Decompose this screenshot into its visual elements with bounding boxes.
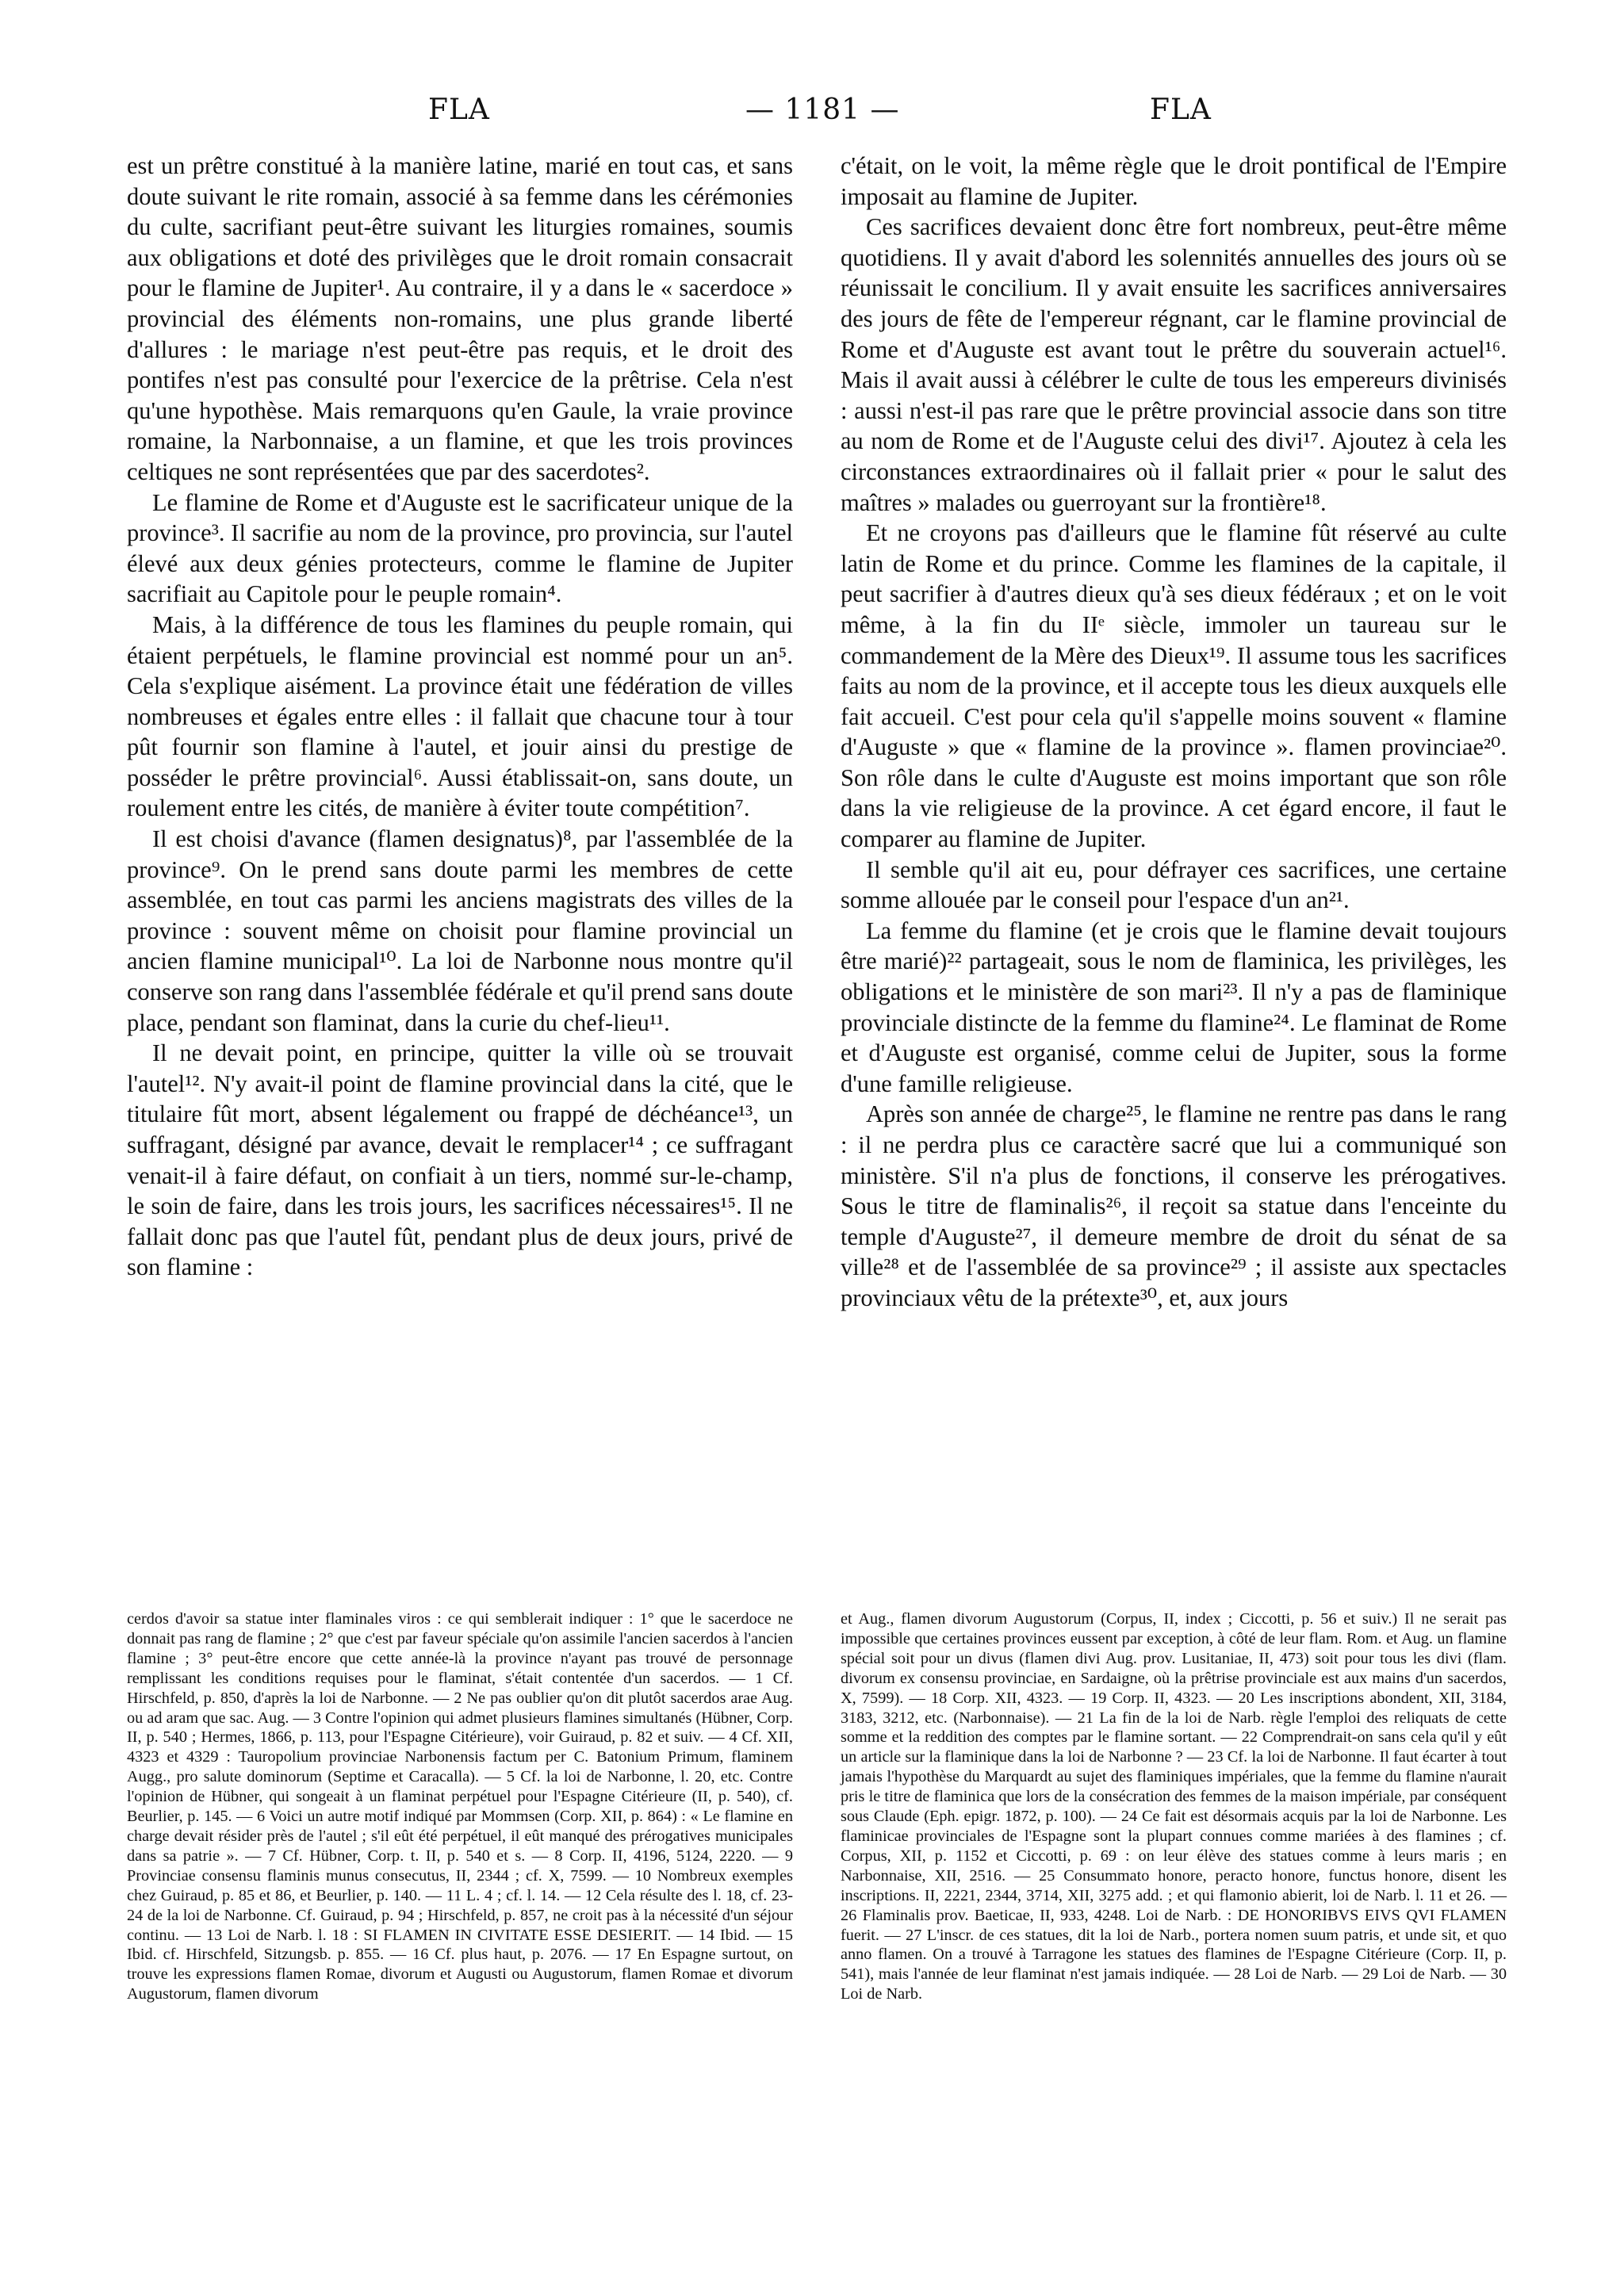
paragraph: Le flamine de Rome et d'Auguste est le sacrificateur unique de la province³. Il sacrifie au nom de la province, pro provincia, sur l'autel élevé aux deux génies protecteurs, comme le flamine de Jupiter sacrifiait au Capitole pour le peuple romain⁴.	[127, 488, 793, 608]
paragraph: Il ne devait point, en principe, quitter la ville où se trouvait l'autel¹². N'y avait-il point de flamine provincial dans la cité, que le titulaire fût mort, absent légalement ou frappé de déchéance¹³, un suffragant, désigné par avance, devait le remplacer¹⁴ ; ce suffragant venait-il à faire défaut, on confiait à un tiers, nommé sur-le-champ, le soin de faire, dans les trois jours, les sacrifices nécessaires¹⁵. Il ne fallait donc pas que l'autel fût, pendant plus de deux jours, privé de son flamine :	[127, 1039, 793, 1281]
paragraph: Et ne croyons pas d'ailleurs que le flamine fût réservé au culte latin de Rome et du prince. Comme les flamines de la capitale, il peut sacrifier à d'autres dieux qu'à ses dieux fédéraux ; et on le voit même, à la fin du IIᵉ siècle, immoler un taureau sur le commandement de la Mère des Dieux¹⁹. Il assume tous les sacrifices faits au nom de la province, et il accepte tous les dieux auxquels elle fait accueil. C'est pour cela qu'il s'appelle moins souvent « flamine d'Auguste » que « flamine de la province ». flamen provinciae²⁰. Son rôle dans le culte d'Auguste est moins important que son rôle dans la vie religieuse de la province. A cet égard encore, il faut le comparer au flamine de Jupiter.	[841, 519, 1507, 853]
header-right-word: FLA	[1150, 94, 1212, 126]
right-text-column	[841, 151, 1507, 1314]
running-header	[0, 94, 1624, 141]
footnote-block: cerdos d'avoir sa statue inter flaminales viros : ce qui semblerait indiquer : 1° que le sacerdoce ne donnait pas rang de flamine ; 2° que c'est par faveur spéciale qu'on assimile l'ancien sacerdos à l'ancien flamine ; 3° peut-être encore que cette année-là la province n'ayant pas trouvé de personnage remplissant les conditions requises pour le flaminat, s'était contentée d'un sacerdos. — 1 Cf. Hirschfeld, p. 850, d'après la loi de Narbonne. — 2 Ne pas oublier qu'on dit plutôt sacerdos arae Aug. ou ad aram que sac. Aug. — 3 Contre l'opinion qui admet plusieurs flamines simultanés (Hübner, Corp. II, p. 540 ; Hermes, 1866, p. 113, pour l'Espagne Citérieure), voir Guiraud, p. 82 et suiv. — 4 Cf. XII, 4323 et 4329 : Tauropolium provinciae Narbonensis factum per C. Batonium Primum, flaminem Augg., pro salute dominorum (Septime et Caracalla). — 5 Cf. la loi de Narbonne, l. 20, etc. Contre l'opinion de Hübner, qui songeait à un flaminat perpétuel pour l'Espagne Citérieure (II, p. 540), cf. Beurlier, p. 145. — 6 Voici un autre motif indiqué par Mommsen (Corp. XII, p. 864) : « Le flamine en charge devait résider près de l'autel ; s'il eût été perpétuel, il eût manqué des prérogatives municipales dans sa patrie ». — 7 Cf. Hübner, Corp. t. II, p. 540 et s. — 8 Corp. II, 4196, 5124, 2220. — 9 Provinciae consensu flaminis munus consecutus, II, 2344 ; cf. X, 7599. — 10 Nombreux exemples chez Guiraud, p. 85 et 86, et Beurlier, p. 140. — 11 L. 4 ; cf. l. 14. — 12 Cela résulte des l. 18, cf. 23-24 de la loi de Narbonne. Cf. Guiraud, p. 94 ; Hirschfeld, p. 857, ne croit pas à la nécessité d'un séjour continu. — 13 Loi de Narb. l. 18 : SI FLAMEN IN CIVITATE ESSE DESIERIT. — 14 Ibid. — 15 Ibid. cf. Hirschfeld, Sitzungsb. p. 855. — 16 Cf. plus haut, p. 2076. — 17 En Espagne surtout, on trouve les expressions flamen Romae, divorum et Augusti ou Augustorum, flamen Romae et divorum Augustorum, flamen divorum	[127, 1610, 793, 2003]
footnotes-left	[127, 1609, 793, 2004]
paragraph: Il semble qu'il ait eu, pour défrayer ces sacrifices, une certaine somme allouée par le conseil pour l'espace d'un an²¹.	[841, 855, 1507, 914]
paragraph: Mais, à la différence de tous les flamines du peuple romain, qui étaient perpétuels, le flamine provincial est nommé pour un an⁵. Cela s'explique aisément. La province était une fédération de villes nombreuses et égales entre elles : il fallait que chacune tour à tour pût fournir son flamine à l'autel, et jouir ainsi du prestige de posséder le prêtre provincial⁶. Aussi établissait-on, sans doute, un roulement entre les cités, de manière à éviter toute compétition⁷.	[127, 610, 793, 822]
paragraph: c'était, on le voit, la même règle que le droit pontifical de l'Empire imposait au flamine de Jupiter.	[841, 152, 1507, 210]
paragraph: Ces sacrifices devaient donc être fort nombreux, peut-être même quotidiens. Il y avait d'abord les solennités annuelles des jours où se réunissait le concilium. Il y avait ensuite les sacrifices anniversaires des jours de fête de l'empereur régnant, car le flamine provincial de Rome et d'Auguste est avant tout le prêtre du souverain actuel¹⁶. Mais il avait aussi à célébrer le culte de tous les empereurs divinisés : aussi n'est-il pas rare que le prêtre provincial associe dans son titre au nom de Rome et de l'Auguste celui des divi¹⁷. Ajoutez à cela les circonstances extraordinaires où il fallait prier « pour le salut des maîtres » malades ou guerroyant sur la frontière¹⁸.	[841, 213, 1507, 516]
paragraph: est un prêtre constitué à la manière latine, marié en tout cas, et sans doute suivant le rite romain, associé à sa femme dans les cérémonies du culte, sacrifiant peut-être suivant les liturgies romaines, soumis aux obligations et doté des privilèges que le droit romain consacrait pour le flamine de Jupiter¹. Au contraire, il y a dans le « sacerdoce » provincial des éléments non-romains, une plus grande liberté d'allures : le mariage n'est peut-être pas requis, et le droit des pontifes n'est pas consulté pour l'exercice de la prêtrise. Cela n'est qu'une hypothèse. Mais remarquons qu'en Gaule, la vraie province romaine, la Narbonnaise, a un flamine, et que les trois provinces celtiques ne sont représentées que par des sacerdotes².	[127, 152, 793, 485]
footnotes-right	[841, 1609, 1507, 2004]
paragraph: Il est choisi d'avance (flamen designatus)⁸, par l'assemblée de la province⁹. On le prend sans doute parmi les membres de cette assemblée, en tout cas parmi les anciens magistrats des villes de la province : souvent même on choisit pour flamine provincial un ancien flamine municipal¹⁰. La loi de Narbonne nous montre qu'il conserve son rang dans l'assemblée fédérale et qu'il prend sans doute place, pendant son flaminat, dans la curie du chef-lieu¹¹.	[127, 825, 793, 1036]
left-text-column	[127, 151, 793, 1283]
header-left-word: FLA	[428, 94, 490, 126]
paragraph: Après son année de charge²⁵, le flamine ne rentre pas dans le rang : il ne perdra plus ce caractère sacré que lui a communiqué son ministère. S'il n'a plus de fonctions, il conserve les prérogatives. Sous le titre de flaminalis²⁶, il reçoit sa statue dans l'enceinte du temple d'Auguste²⁷, il demeure membre de droit du sénat de sa ville²⁸ et de l'assemblée de sa province²⁹ ; il assiste aux spectacles provinciaux vêtu de la prétexte³⁰, et, aux jours	[841, 1100, 1507, 1311]
paragraph: La femme du flamine (et je crois que le flamine devait toujours être marié)²² partageait, sous le nom de flaminica, les privilèges, les obligations et le ministère de son mari²³. Il n'y a pas de flaminique provinciale distincte de la femme du flamine²⁴. Le flaminat de Rome et d'Auguste est organisé, comme celui de Jupiter, sous la forme d'une famille religieuse.	[841, 916, 1507, 1097]
footnote-block: et Aug., flamen divorum Augustorum (Corpus, II, index ; Ciccotti, p. 56 et suiv.) Il ne serait pas impossible que certaines provinces eussent par exception, à côté de leur flam. Rom. et Aug. un flamine spécial soit pour un divus (flamen divi Aug. prov. Lusitaniae, II, 473) soit pour tous les divi (flam. divorum ex consensu provinciae, en Sardaigne, où la prêtrise provinciale est aux mains d'un sacerdos, X, 7599). — 18 Corp. XII, 4323. — 19 Corp. II, 4323. — 20 Les inscriptions abondent, XII, 3184, 3183, 3212, etc. (Narbonnaise). — 21 La fin de la loi de Narb. règle l'emploi des reliquats de cette somme et la reddition des comptes par le flamine sortant. — 22 Comprendrait-on sans cela qu'il y eût un article sur la flaminique dans la loi de Narbonne ? — 23 Cf. la loi de Narbonne. Il faut écarter à tout jamais l'hypothèse du Marquardt au sujet des flaminiques impériales, que la femme du flamine n'aurait pris le titre de flaminica que lors de la consécration des femmes de la maison impériale, par conséquent sous Claude (Eph. epigr. 1872, p. 100). — 24 Ce fait est désormais acquis par la loi de Narbonne. Les flaminicae provinciales de l'Espagne sont la plupart connues comme mariées à des flamines ; cf. Corpus, XII, p. 1152 et Ciccotti, p. 69 : on leur élève des statues comme à leurs maris ; en Narbonnaise, XII, 2516. — 25 Consummato honore, peracto honore, functus honore, disent les inscriptions. II, 2221, 2344, 3714, XII, 3275 add. ; et qui flamonio abierit, loi de Narb. l. 11 et 26. — 26 Flaminalis prov. Baeticae, II, 933, 4248. Loi de Narb. : DE HONORIBVS EIVS QVI FLAMEN fuerit. — 27 L'inscr. de ces statues, dit la loi de Narb., portera nomen suum patris, et unde sit, et quo anno flamen. On a trouvé à Tarragone les statues des flamines de l'Espagne Citérieure (Corp. II, p. 541), mais l'année de leur flaminat n'est jamais indiquée. — 28 Loi de Narb. — 29 Loi de Narb. — 30 Loi de Narb.	[841, 1610, 1507, 2003]
page-number: — 1181 —	[745, 94, 900, 126]
